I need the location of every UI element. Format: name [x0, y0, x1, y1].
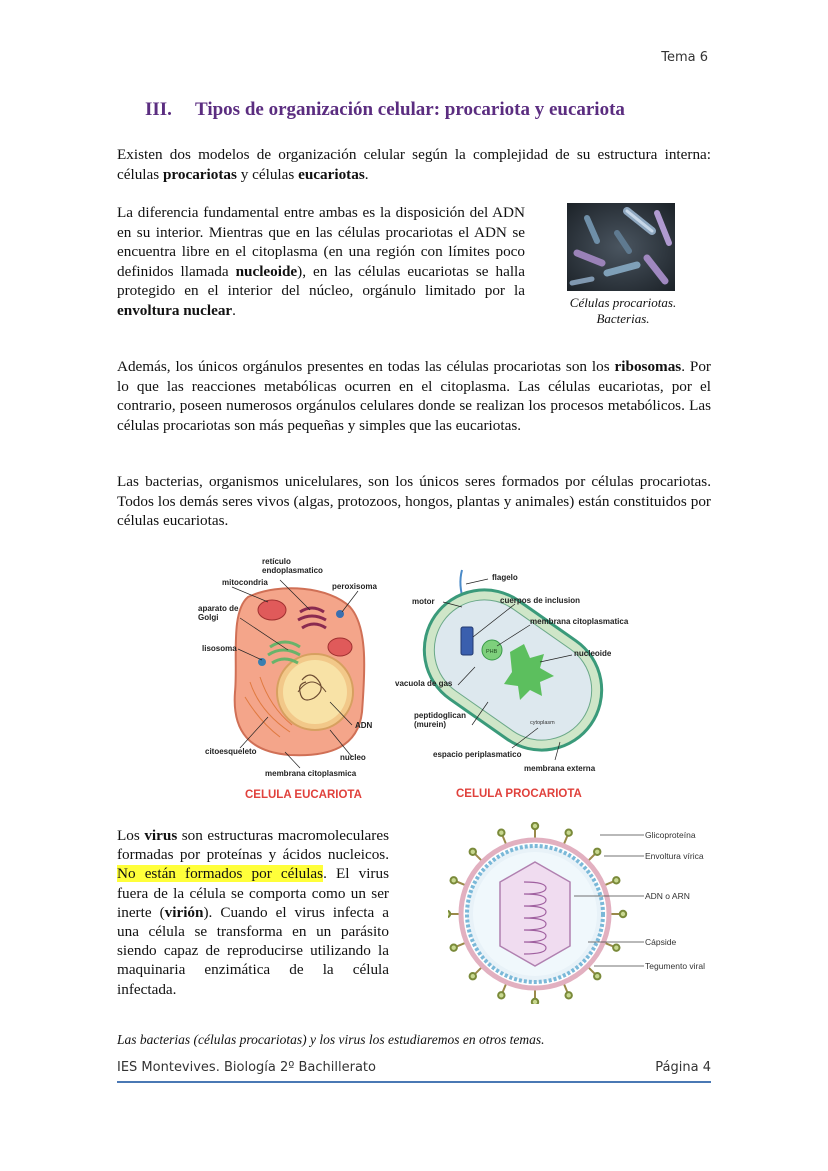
photo-caption: Células procariotas. Bacterias. [569, 295, 677, 326]
label-membrana-externa: membrana externa [524, 764, 596, 773]
glycoprotein-knob [470, 973, 476, 979]
glycoprotein-knob [498, 992, 504, 998]
cell-comparison-diagram [190, 552, 650, 807]
label-reticulo: retículo [262, 557, 291, 566]
label-mitocondria: mitocondria [222, 578, 268, 587]
label-nucleoide: nucleoide [574, 649, 612, 658]
glycoprotein-knob [613, 877, 619, 883]
footer [117, 1060, 711, 1075]
section-title: Tipos de organización celular: procariota y eucariota [195, 99, 625, 120]
section-heading [145, 99, 625, 121]
footer-left: IES Montevives. Biología 2º Bachillerato [117, 1060, 376, 1075]
paragraph-dna: La diferencia fundamental entre ambas es la disposición del ADN en su interior. Mientras que en las células procariotas el ADN se encuentra libre en el citoplasma (en una región con límites poco definidos llamada nucleoide), en las células eucariotas se halla protegido en el interior del núcleo, orgánulo limitado por la envoltura nuclear. [117, 204, 526, 319]
label-capside: Cápside [645, 937, 677, 947]
glycoprotein-knob [620, 911, 626, 917]
label-murein: (murein) [414, 720, 446, 729]
label-endoplasmatico: endoplasmatico [262, 566, 323, 575]
label-peroxisoma: peroxisoma [332, 582, 377, 591]
label-membrana-citoplasmatica: membrana citoplasmatica [530, 617, 629, 626]
label-glicoproteina: Glicoproteína [645, 830, 696, 840]
label-membrana-citoplasmica: membrana citoplasmica [265, 769, 357, 778]
label-adn-arn: ADN o ARN [645, 891, 690, 901]
glycoprotein-knob [448, 911, 450, 917]
label-nucleo: nucleo [340, 753, 366, 762]
paragraph-bacteria: Las bacterias, organismos unicelulares, son los únicos seres formados por células procariotas. Todos los demás seres vivos (algas, protozoos, hongos, plantas y animales) están constituidos por células eucariotas. [117, 473, 711, 529]
eukaryotic-cell [235, 588, 365, 755]
glycoprotein-knob [565, 829, 571, 835]
label-phb: PHB [486, 649, 498, 655]
virus-diagram [448, 822, 718, 1004]
section-number: III. [145, 99, 172, 120]
glycoprotein-knob [532, 823, 538, 829]
label-lisosoma: lisosoma [202, 644, 237, 653]
label-espacio-periplasmatico: espacio periplasmatico [433, 750, 522, 759]
glycoprotein-knob [565, 992, 571, 998]
glycoprotein-knob [450, 944, 456, 950]
paragraph-intro: Existen dos modelos de organización celular según la complejidad de su estructura interna: células procariotas y células eucariotas. [117, 146, 711, 183]
footer-page: Página 4 [655, 1060, 711, 1075]
bacteria-photo [567, 203, 675, 291]
glycoprotein-knob [450, 877, 456, 883]
label-cytoplasm: cytoplasm [530, 720, 555, 726]
label-cuerpos-inclusion: cuerpos de inclusion [500, 596, 581, 605]
eukaryote-title: CELULA EUCARIOTA [245, 789, 362, 801]
glycoprotein-knob [594, 973, 600, 979]
prokaryote-title: CELULA PROCARIOTA [456, 788, 582, 800]
paragraph-virus: Los virus son estructuras macromoleculares formadas por proteínas y ácidos nucleicos. No están formados por células. El virus fuera de la célula se comporta como un ser inerte (virión). Cuando el virus infecta a una célula se transforma en un parásito siendo capaz de reproducirse utilizando la maquinaria enzimática de la célula infectada. [117, 827, 390, 998]
label-citoesqueleto: citoesqueleto [205, 747, 257, 756]
label-motor: motor [412, 597, 435, 606]
glycoprotein-knob [613, 944, 619, 950]
glycoprotein-knob [594, 849, 600, 855]
footer-divider [117, 1081, 711, 1083]
glycoprotein-knob [498, 829, 504, 835]
label-flagelo: flagelo [492, 573, 518, 582]
label-golgi-1: aparato de [198, 604, 239, 613]
header-topic: Tema 6 [661, 50, 708, 65]
glycoprotein-knob [532, 999, 538, 1004]
glycoprotein-knob [470, 849, 476, 855]
label-golgi-2: Golgi [198, 613, 219, 622]
paragraph-ribosomes: Además, los únicos orgánulos presentes en todas las células procariotas son los ribosomas. Por lo que las reacciones metabólicas ocurren en el citoplasma. Las células eucariotas, por el contrario, poseen numerosos orgánulos celulares donde se realizan los procesos metabólicos. Las células procariotas son más pequeñas y simples que las eucariotas. [117, 358, 711, 434]
label-adn: ADN [355, 721, 373, 730]
label-envoltura-virica: Envoltura vírica [645, 851, 704, 861]
label-peptidoglican: peptidoglican [414, 711, 466, 720]
label-tegumento-viral: Tegumento viral [645, 961, 706, 971]
closing-note: Las bacterias (células procariotas) y los virus los estudiaremos en otros temas. [117, 1032, 545, 1047]
label-vacuola-gas: vacuola de gas [395, 679, 453, 688]
